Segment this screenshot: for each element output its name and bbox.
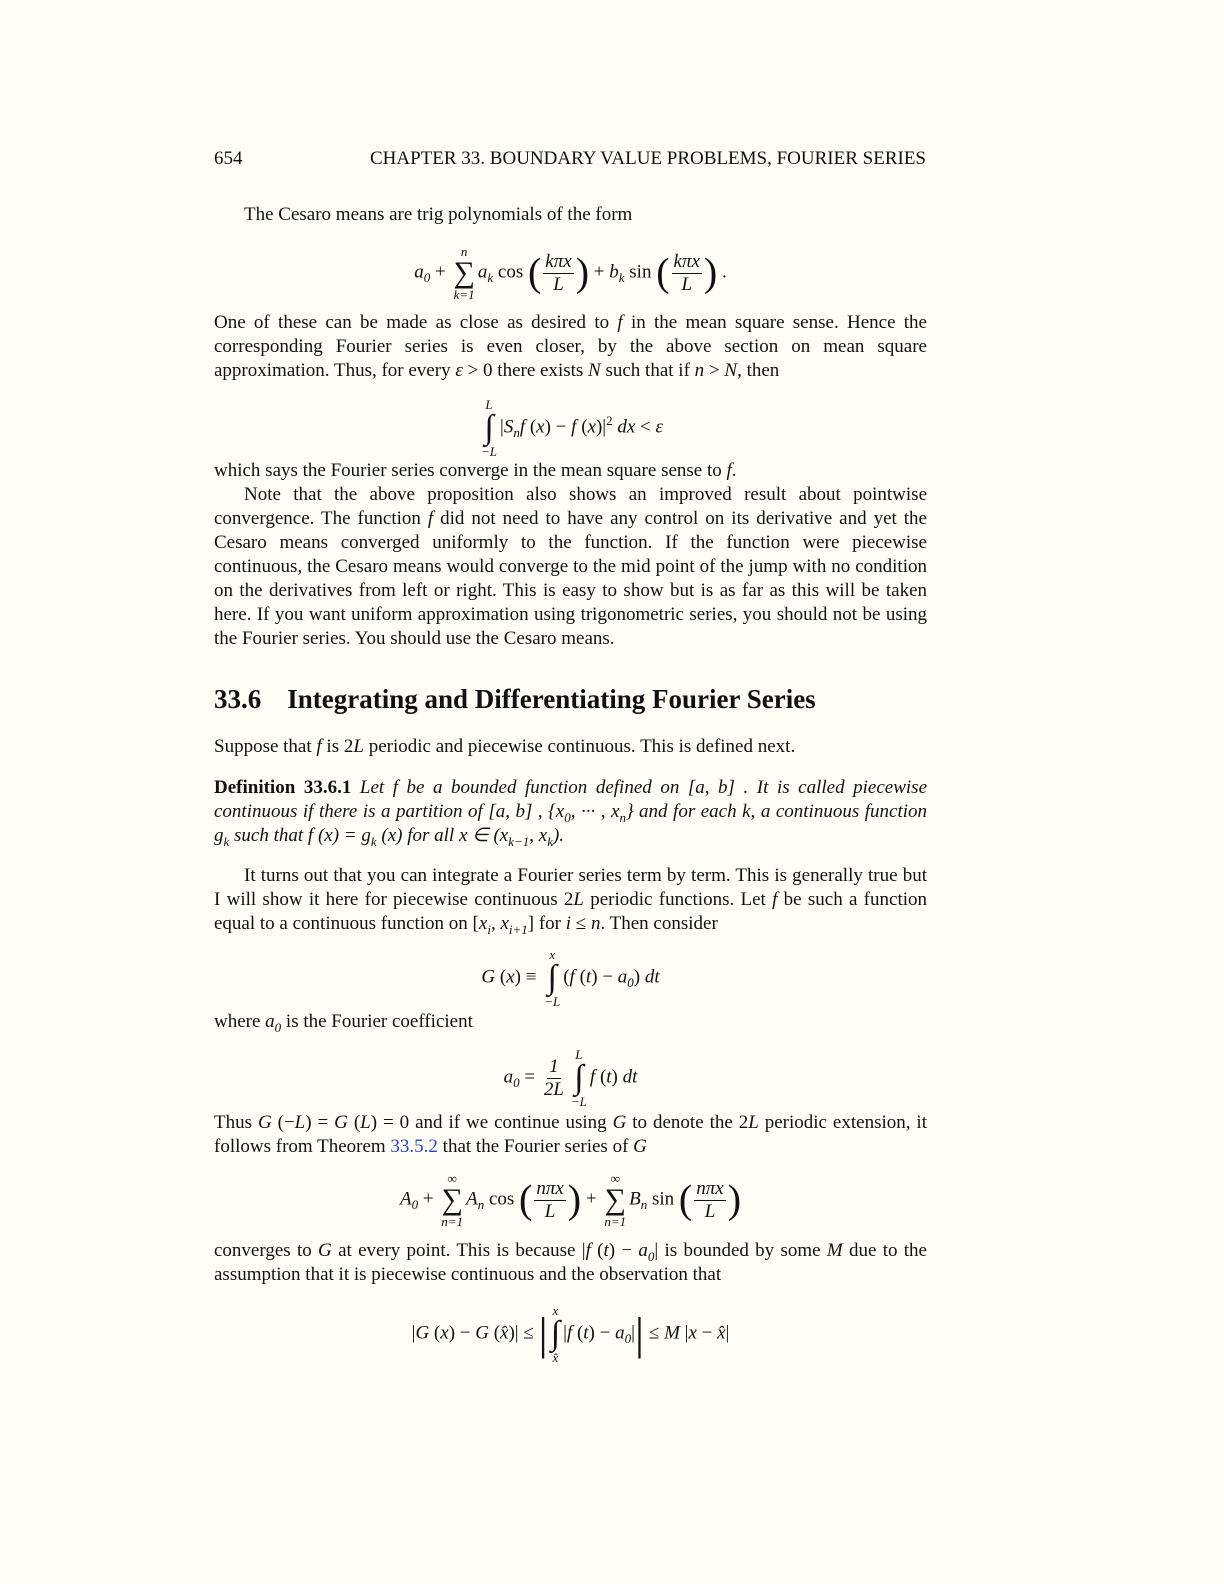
text-segment: (− [271, 1112, 295, 1133]
math-italic: G [334, 1112, 348, 1133]
subscript: k [547, 833, 553, 849]
fraction-group [527, 250, 590, 295]
close-paren: ) [727, 1177, 742, 1222]
summation [441, 1172, 463, 1228]
upper-limit: x [552, 1303, 559, 1318]
subscript: k [223, 833, 230, 849]
numerator: nπx [696, 1177, 724, 1199]
text-segment: It turns out that you can integrate a Fourier series term by term. This is generally true but I will show it here for piecewise continuous 2 [214, 865, 927, 910]
subscript: 0 [423, 270, 431, 286]
text-segment: One of these can be made as close as desired to [214, 312, 618, 333]
math-italic: b [609, 261, 619, 283]
text-segment: ) − [608, 1240, 639, 1261]
text-segment: ( [576, 416, 588, 438]
math-italic: A [466, 1188, 478, 1210]
page-number: 654 [214, 148, 243, 169]
absolute-value-bar: | [634, 1308, 645, 1359]
text-segment: ( [563, 966, 570, 988]
text-segment: )| ≤ [508, 1322, 539, 1344]
numerator: nπx [536, 1177, 564, 1199]
text-segment: + [418, 1188, 439, 1210]
denominator: L [544, 1200, 556, 1222]
text-segment: at every point. This is because | [331, 1240, 586, 1261]
math-italic: L [360, 1112, 371, 1133]
integral-icon: ∫ [550, 1315, 561, 1352]
upper-limit: L [485, 397, 493, 412]
open-paren: ( [519, 1177, 533, 1222]
sigma-icon: ∑ [441, 1183, 463, 1216]
text-segment [351, 777, 360, 798]
paragraph [214, 483, 927, 651]
text-segment: sin [624, 261, 657, 283]
text-segment: ) − [448, 1322, 476, 1344]
math-italic: f [617, 312, 623, 333]
sigma-icon: ∑ [604, 1183, 626, 1216]
text-segment: ≤ [571, 913, 591, 934]
math-italic: f [585, 1240, 591, 1261]
math-italic: B [629, 1188, 641, 1210]
equation-fourier-series-G [214, 1172, 927, 1228]
text-segment: Suppose that [214, 736, 317, 757]
math-italic: t [585, 966, 592, 988]
subscript: 0 [274, 1019, 282, 1035]
math-italic: x̂ [500, 1322, 509, 1344]
fraction [694, 1178, 725, 1223]
math-italic: dt [622, 1066, 638, 1088]
text-segment: . Then consider [600, 913, 718, 934]
subscript: 0 [564, 809, 571, 825]
equation-G-definition [214, 948, 927, 1008]
math-italic: a [503, 1066, 514, 1088]
text-segment: = [519, 1066, 540, 1088]
open-paren: ( [678, 1177, 693, 1222]
text-segment: such that if [600, 360, 695, 381]
text-segment: . [731, 460, 737, 481]
equation-cesaro-mean [214, 245, 927, 301]
text-segment: cos [493, 261, 528, 283]
math-italic: t [603, 1240, 609, 1261]
text-segment: be such a function equal to a continuous function on [ [214, 889, 927, 934]
math-italic: G [633, 1136, 647, 1157]
math-italic: G [612, 1112, 627, 1133]
math-italic: a [615, 1322, 625, 1344]
superscript: 2 [606, 413, 613, 429]
text-segment: , [490, 913, 501, 934]
fraction-group [540, 1055, 568, 1100]
text-segment: ) = [305, 1112, 335, 1133]
open-paren: ( [656, 250, 670, 295]
lower-limit: n=1 [441, 1214, 464, 1229]
text-segment: converges to [214, 1240, 319, 1261]
math-italic: (x) for all x ∈ (x [376, 825, 509, 846]
math-italic: f [571, 416, 577, 438]
section-title: Integrating and Differentiating Fourier Series [287, 684, 816, 714]
text-segment: is 2 [321, 736, 354, 757]
math-italic: a [477, 261, 488, 283]
fraction [543, 251, 573, 296]
paragraph [214, 1239, 927, 1287]
subscript: k [487, 270, 494, 286]
numerator: kπx [545, 250, 572, 272]
math-italic: x [478, 913, 488, 934]
text-segment: − [696, 1322, 718, 1344]
sigma-icon: ∑ [453, 256, 475, 289]
subscript: i [487, 921, 491, 937]
subscript: 0 [624, 1331, 632, 1347]
subscript: n [619, 809, 626, 825]
paragraph [214, 864, 927, 936]
summation [453, 245, 474, 301]
math-italic: x̂ [717, 1322, 726, 1344]
text-segment: ≤ [644, 1322, 665, 1344]
text-segment: ) ≡ [514, 966, 542, 988]
fraction-group [656, 250, 718, 295]
integral-icon: ∫ [484, 409, 494, 446]
text-segment: | [631, 1322, 635, 1344]
text-segment: periodic functions. Let [583, 889, 773, 910]
upper-limit: ∞ [447, 1171, 457, 1186]
definition [214, 776, 927, 848]
fraction [534, 1178, 565, 1223]
text-segment: is the Fourier coefficient [281, 1011, 473, 1032]
math-italic: ). [552, 825, 565, 846]
subscript: 0 [513, 1075, 520, 1091]
math-italic: L [294, 1112, 306, 1133]
math-italic: x [440, 1322, 449, 1344]
math-italic: ε [655, 416, 663, 438]
math-italic: a [414, 261, 424, 283]
subscript: k [370, 833, 377, 849]
math-italic: f [427, 508, 434, 529]
denominator: L [553, 273, 564, 295]
text-segment: ) [611, 1066, 623, 1088]
text-segment: ) − [591, 966, 618, 988]
paragraph [214, 459, 927, 483]
math-italic: dt [644, 966, 660, 988]
fraction-group [678, 1177, 742, 1222]
math-italic: G [257, 1112, 272, 1133]
text-segment: | is bounded by some [654, 1240, 827, 1261]
math-italic: x [587, 416, 596, 438]
math-italic: G [481, 966, 496, 988]
math-italic: N [588, 360, 601, 381]
math-italic: M [664, 1322, 680, 1344]
math-italic: a [265, 1011, 275, 1032]
subscript: k [618, 270, 625, 286]
integral [481, 398, 497, 458]
text-segment: ( [495, 966, 507, 988]
text-segment: ) − [544, 416, 572, 438]
theorem-link[interactable]: 33.5.2 [390, 1136, 438, 1157]
text-segment: The Cesaro means are trig polynomials of the form [244, 204, 633, 225]
section-number: 33.6 [214, 684, 262, 714]
math-italic: t [583, 1322, 589, 1344]
integral-icon: ∫ [574, 1059, 584, 1096]
integral [571, 1048, 587, 1108]
integral [544, 948, 560, 1008]
running-header: CHAPTER 33. BOUNDARY VALUE PROBLEMS, FOURIER SERIES [369, 148, 926, 169]
upper-limit: ∞ [610, 1171, 620, 1186]
text-segment: ( [572, 1322, 584, 1344]
fraction [672, 251, 702, 296]
close-paren: ) [567, 1177, 582, 1222]
fraction [542, 1056, 566, 1101]
integral [551, 1304, 560, 1364]
text-segment: + [430, 261, 451, 283]
math-italic: G [415, 1322, 430, 1344]
text-segment: , then [737, 360, 780, 381]
math-italic: t [606, 1066, 612, 1088]
text-segment: ) = 0 and if we continue using [370, 1112, 613, 1133]
equation-G-bound [214, 1304, 927, 1364]
close-paren: ) [575, 250, 590, 295]
math-italic: n [694, 360, 705, 381]
math-italic: ε [455, 360, 463, 381]
denominator: 2L [543, 1078, 564, 1100]
text-segment: )| [595, 416, 607, 438]
text-segment: | [411, 1322, 416, 1344]
text-segment: ( [525, 416, 537, 438]
summation [604, 1172, 626, 1228]
math-italic: M [826, 1240, 843, 1261]
text-segment: that the Fourier series of [437, 1136, 634, 1157]
text-segment: ( [590, 1240, 604, 1261]
text-segment: + [581, 1188, 602, 1210]
text-segment: sin [647, 1188, 679, 1210]
text-segment: ( [347, 1112, 361, 1133]
math-italic: A [399, 1188, 412, 1210]
subscript: 0 [647, 1248, 655, 1264]
subscript: 0 [411, 1197, 419, 1213]
lower-limit: x̂ [552, 1350, 559, 1365]
math-italic: G [318, 1240, 332, 1261]
paragraph [214, 311, 927, 383]
math-italic: f [519, 416, 526, 438]
subscript: n [640, 1197, 648, 1213]
text-segment: cos [484, 1188, 520, 1210]
section-heading [214, 684, 816, 715]
denominator: L [704, 1200, 716, 1222]
fraction-group [519, 1177, 582, 1222]
math-italic: L [353, 736, 364, 757]
math-italic: N [724, 360, 738, 381]
text-segment: did not need to have any control on its derivative and yet the Cesaro means converged uniformly to the function. If the function were piecewise continuous, the Cesaro means would converge to the mid point of the jump with no condition on the derivatives from left or right. This is easy to show but is as far as this will be taken here. If you want uniform approximation using trigonometric series, you should not be using the Fourier series. You should use the Cesaro means. [214, 508, 927, 649]
text-segment: + [589, 261, 610, 283]
paragraph [214, 203, 927, 227]
denominator: L [681, 273, 693, 295]
paragraph [214, 1010, 927, 1034]
text-segment: ) [633, 966, 645, 988]
paragraph [214, 735, 927, 759]
open-paren: ( [527, 250, 542, 295]
math-italic: f [726, 460, 732, 481]
math-italic: x [506, 966, 515, 988]
text-segment: which says the Fourier series converge in the mean square sense to [214, 460, 727, 481]
math-italic: } and for each k, a continuous function g [214, 801, 928, 846]
math-italic: f [566, 1322, 573, 1344]
upper-limit: L [575, 1047, 583, 1062]
equation-a0 [214, 1048, 927, 1108]
close-paren: ) [703, 250, 718, 295]
lower-limit: −L [570, 1094, 587, 1109]
absolute-value-bar: | [538, 1308, 548, 1359]
text-segment: ] for [527, 913, 566, 934]
numerator: 1 [549, 1055, 559, 1077]
text-segment: periodic extension, it follows from Theorem [214, 1112, 927, 1157]
math-italic: x [500, 913, 509, 934]
math-italic: i [565, 913, 572, 934]
text-segment: in the mean square sense. Hence the corresponding Fourier series is even closer, by the above section on mean square approximation. Thus, for every [214, 312, 927, 381]
upper-limit: n [460, 244, 468, 259]
math-italic: G [475, 1322, 489, 1344]
subscript: n [513, 425, 520, 441]
math-italic: x [688, 1322, 697, 1344]
math-italic: f [589, 1066, 596, 1088]
math-italic: f [569, 966, 575, 988]
text-segment: periodic and piecewise continuous. This is defined next. [363, 736, 796, 757]
subscript: k−1 [508, 833, 530, 849]
text-segment: > [704, 360, 725, 381]
math-italic: S [503, 416, 514, 438]
upper-limit: x [549, 947, 556, 962]
math-italic: L [748, 1112, 759, 1133]
text-segment: to denote the 2 [626, 1112, 749, 1133]
text-segment: Thus [214, 1112, 258, 1133]
text-segment: > 0 there exists [462, 360, 589, 381]
math-italic: f [772, 889, 778, 910]
math-italic: such that f (x) = g [229, 825, 371, 846]
equation-mean-square [214, 398, 927, 458]
paragraph [214, 1111, 927, 1159]
text-segment: | [679, 1322, 689, 1344]
math-italic: n [590, 913, 601, 934]
text-segment: ( [429, 1322, 441, 1344]
text-segment: . [717, 261, 727, 283]
text-segment: | [563, 1322, 567, 1344]
text-segment: | [725, 1322, 730, 1344]
math-italic: a [617, 966, 628, 988]
subscript: 0 [627, 975, 634, 991]
lower-limit: k=1 [453, 287, 475, 302]
text-segment: Note that the above proposition also shows an improved result about pointwise convergence. The function [214, 484, 927, 529]
math-italic: dx [612, 416, 636, 438]
text-segment: ( [488, 1322, 501, 1344]
math-italic: , ··· , x [570, 801, 620, 822]
math-italic: x [536, 416, 545, 438]
lower-limit: n=1 [604, 1214, 627, 1229]
math-italic: , x [529, 825, 548, 846]
text-segment: ( [595, 1066, 607, 1088]
subscript: i+1 [508, 921, 528, 937]
lower-limit: −L [480, 444, 497, 459]
math-italic: a [638, 1240, 648, 1261]
lower-limit: −L [544, 994, 561, 1009]
integral-icon: ∫ [547, 959, 557, 996]
definition-label: Definition 33.6.1 [214, 777, 352, 798]
math-italic: f [316, 736, 322, 757]
text-segment: where [214, 1011, 266, 1032]
text-segment: | [500, 416, 504, 438]
text-segment: ) − [588, 1322, 616, 1344]
text-segment: < [635, 416, 656, 438]
math-italic: Let f be a bounded function defined on [a, b] . It is called piecewise continuous if there is a partition of [a, b] , {x [214, 777, 927, 822]
subscript: n [477, 1197, 485, 1213]
math-italic: L [573, 889, 584, 910]
text-segment: due to the assumption that it is piecewise continuous and the observation that [214, 1240, 927, 1285]
text-segment: ( [574, 966, 586, 988]
numerator: kπx [673, 250, 700, 272]
